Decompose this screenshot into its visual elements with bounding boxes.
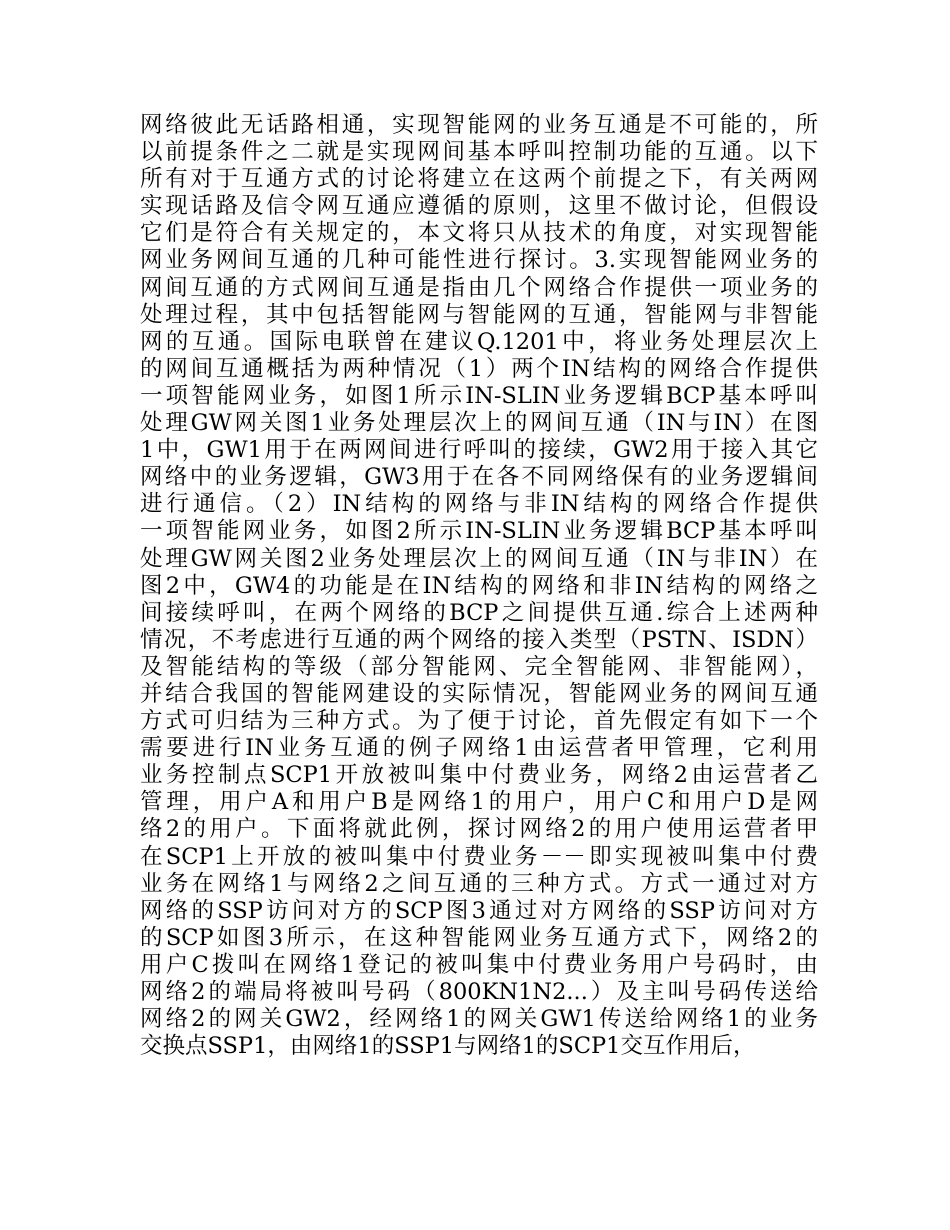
text-line: 一项智能网业务，如图1所示IN-SLIN业务逻辑BCP基本呼叫: [140, 382, 818, 409]
text-line: 网业务网间互通的几种可能性进行探讨。3.实现智能网业务的: [140, 247, 818, 274]
text-line: 及智能结构的等级（部分智能网、完全智能网、非智能网），: [140, 653, 818, 680]
text-line: 一项智能网业务，如图2所示IN-SLIN业务逻辑BCP基本呼叫: [140, 518, 818, 545]
text-line: 处理过程，其中包括智能网与智能网的互通，智能网与非智能: [140, 301, 818, 328]
text-line: 用户C拨叫在网络1登记的被叫集中付费业务用户号码时，由: [140, 951, 818, 978]
text-line: 网络2的端局将被叫号码（800KN1N2...）及主叫号码传送给: [140, 979, 818, 1005]
text-line: 管理，用户A和用户B是网络1的用户，用户C和用户D是网: [140, 789, 818, 816]
text-line: 的SCP如图3所示，在这种智能网业务互通方式下，网络2的: [140, 924, 818, 951]
text-line: 网的互通。国际电联曾在建议Q.1201中，将业务处理层次上: [140, 328, 818, 355]
text-line: 网络2的网关GW2，经网络1的网关GW1传送给网络1的业务: [140, 1006, 818, 1033]
text-line: 实现话路及信令网互通应遵循的原则，这里不做讨论，但假设: [140, 193, 818, 220]
text-line: 并结合我国的智能网建设的实际情况，智能网业务的网间互通: [140, 680, 818, 707]
text-line: 业务控制点SCP1开放被叫集中付费业务，网络2由运营者乙: [140, 762, 818, 789]
text-line: 间接续呼叫，在两个网络的BCP之间提供互通.综合上述两种: [140, 599, 818, 626]
text-line: 需要进行IN业务互通的例子网络1由运营者甲管理，它利用: [140, 735, 818, 762]
text-line: 业务在网络1与网络2之间互通的三种方式。方式一通过对方: [140, 870, 818, 897]
text-line: 图2中，GW4的功能是在IN结构的网络和非IN结构的网络之: [140, 572, 818, 599]
text-line: 处理GW网关图2业务处理层次上的网间互通（IN与非IN）在: [140, 545, 818, 572]
text-line: 以前提条件之二就是实现网间基本呼叫控制功能的互通。以下: [140, 139, 818, 166]
text-line: 在SCP1上开放的被叫集中付费业务－－即实现被叫集中付费: [140, 843, 818, 870]
text-line: 网络中的业务逻辑，GW3用于在各不同网络保有的业务逻辑间: [140, 464, 818, 491]
text-line: 方式可归结为三种方式。为了便于讨论，首先假定有如下一个: [140, 708, 818, 735]
text-line: 的网间互通概括为两种情况（1）两个IN结构的网络合作提供: [140, 355, 818, 382]
text-line: 1中，GW1用于在两网间进行呼叫的接续，GW2用于接入其它: [140, 437, 818, 464]
text-line: 交换点SSP1，由网络1的SSP1与网络1的SCP1交互作用后，: [140, 1033, 756, 1060]
body-text: [140, 112, 818, 1060]
text-line: 网络彼此无话路相通，实现智能网的业务互通是不可能的，所: [140, 112, 818, 138]
text-line: 进行通信。（2）IN结构的网络与非IN结构的网络合作提供: [140, 491, 818, 518]
text-line: 情况，不考虑进行互通的两个网络的接入类型（PSTN、ISDN）: [140, 626, 818, 653]
text-line: 所有对于互通方式的讨论将建立在这两个前提之下，有关两网: [140, 166, 818, 193]
text-line: 网络的SSP访问对方的SCP图3通过对方网络的SSP访问对方: [140, 897, 818, 924]
text-line: 网间互通的方式网间互通是指由几个网络合作提供一项业务的: [140, 274, 818, 301]
text-line: 它们是符合有关规定的，本文将只从技术的角度，对实现智能: [140, 220, 818, 247]
text-line: 络2的用户。下面将就此例，探讨网络2的用户使用运营者甲: [140, 816, 818, 843]
text-line: 处理GW网关图1业务处理层次上的网间互通（IN与IN）在图: [140, 410, 818, 437]
